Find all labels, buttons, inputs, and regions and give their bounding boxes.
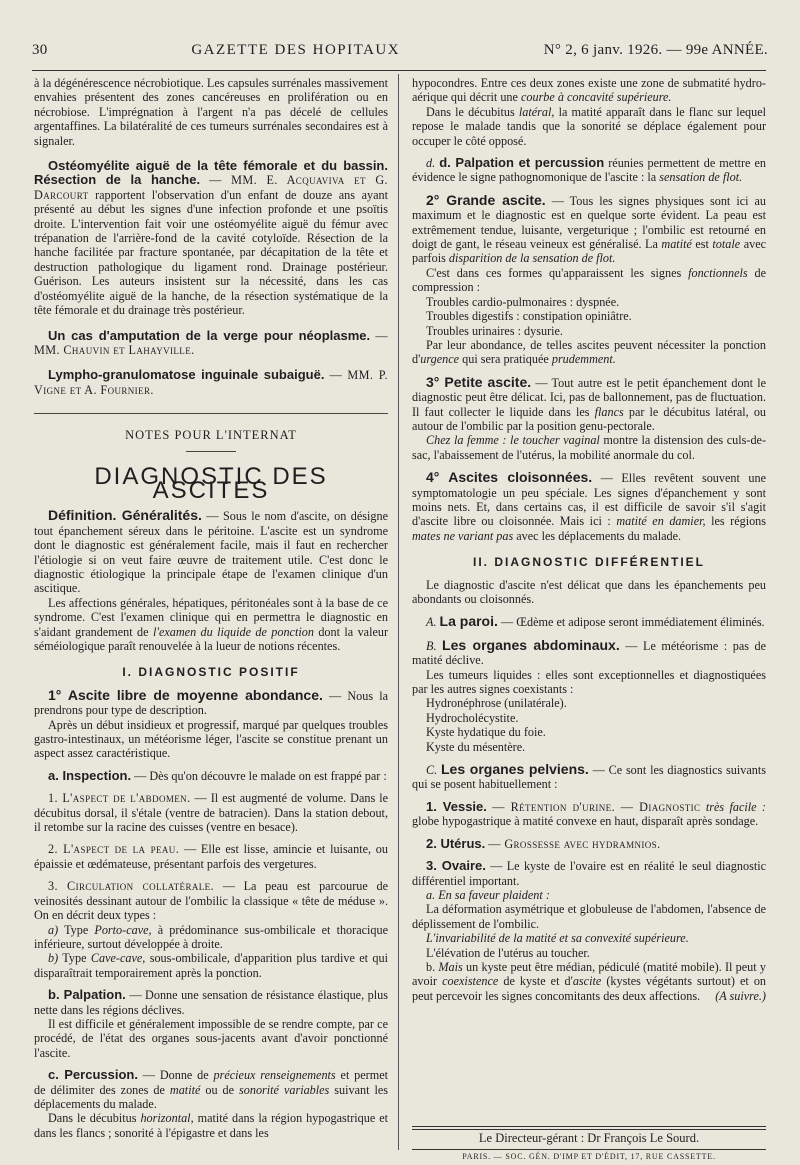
petite-title: 3° Petite ascite. bbox=[426, 373, 532, 390]
petite2-text: montre la distension des culs-de-sac, l'abaissement de l'utérus, la mobilité anormale du col. bbox=[412, 433, 767, 462]
right-column bbox=[412, 76, 766, 1003]
g3-italic-1: urgence bbox=[420, 352, 460, 367]
C3b-text-3: (kystes végétants surtout) et on peut percevoir les signes concomitants des deux affections. bbox=[412, 974, 767, 1003]
petite2-italic: Chez la femme : le toucher vaginal bbox=[426, 433, 600, 448]
left-column bbox=[34, 76, 388, 1140]
perc-italic-2: matité bbox=[169, 1082, 201, 1097]
osteo-paragraph bbox=[34, 159, 388, 317]
lat-text-b: la matité apparaît dans le flanc sur lequel repose le malade tandis que la sonorité se déplace également pour occuper le côté opposé. bbox=[412, 104, 767, 148]
g2-text-b: de compression : bbox=[412, 265, 767, 295]
cloison-italic-1: matité en damier, bbox=[616, 514, 706, 529]
printer-line: PARIS. — SOC. GÉN. D'IMP ET D'ÉDIT, 17, RUE CASSETTE. bbox=[462, 1152, 716, 1161]
B-item: Kyste hydatique du foie. bbox=[426, 725, 546, 740]
lateral-paragraph bbox=[412, 105, 766, 148]
perc-italic-3: sonorité variables bbox=[239, 1082, 330, 1097]
grande-italic-3: disparition de la sensation de flot. bbox=[448, 251, 616, 266]
inspection-title: a. Inspection. bbox=[48, 767, 132, 783]
footer-rule bbox=[412, 1129, 766, 1130]
A-text: — Œdème et adipose seront immédiatement éliminés. bbox=[500, 615, 765, 630]
B-paragraph bbox=[412, 638, 766, 668]
C3-label: 3. Ovaire. bbox=[426, 858, 486, 874]
definition-title: Définition. Généralités. bbox=[48, 507, 202, 524]
percussion-title: c. Percussion. bbox=[48, 1067, 138, 1083]
footer-rule bbox=[412, 1149, 766, 1150]
insp3-text: — La peau est parcourue de veinosités dessinant autour de l'ombilic la classique « tête de méduse ». On en décrit deux types : bbox=[34, 879, 388, 923]
footer-rule bbox=[412, 1126, 766, 1127]
cloison-paragraph bbox=[412, 470, 766, 543]
C3b-italic-2: coexistence bbox=[442, 974, 499, 989]
perc-text-c: ou de bbox=[205, 1082, 235, 1097]
insp2-paragraph bbox=[34, 842, 388, 871]
type-a-name: Porto-cave, bbox=[94, 922, 152, 937]
petite-italic: flancs bbox=[594, 404, 624, 419]
insp1-label: 1. L'aspect de l'abdomen. bbox=[48, 791, 191, 806]
article-title: DIAGNOSTIC DES ASCITES bbox=[94, 462, 328, 504]
g3-italic-2: prudemment. bbox=[551, 352, 616, 367]
s1-paragraph bbox=[34, 688, 388, 718]
perc-text-b: et permet de délimiter des zones de bbox=[34, 1068, 389, 1097]
a-suivre: (A suivre.) bbox=[715, 988, 766, 1003]
grande-text-2: est bbox=[695, 237, 709, 252]
C1-text-b: globe hypogastrique à matité convexe en haut, disparaît après sondage. bbox=[412, 814, 759, 829]
s1-paragraph-2: Après un début insidieux et progressif, marqué par quelques troubles gastro-intestinaux, un météorisme léger, l'ascite se constitue prenant un aspect assez caractéristique. bbox=[34, 717, 388, 761]
type-b-text: sous-ombilicale, d'apparition plus tardive et qui disparaîtrait temporairement après la ponction. bbox=[34, 951, 388, 980]
petite-text: — Tout autre est le petit épanchement dont le diagnostic peut être délicat. Ici, pas de ballonnement, pas de fluctuation. Il faut collecter le liquide dans les bbox=[412, 375, 766, 419]
lat-text-a: Dans le décubitus bbox=[426, 104, 515, 119]
notes-small-rule bbox=[186, 451, 236, 452]
d-italic: sensation de flot. bbox=[659, 170, 743, 185]
perc2-text-a: Dans le décubitus bbox=[48, 1111, 137, 1126]
C3a-text: La déformation asymétrique et globuleuse de l'abdomen, l'absence de déplissement de l'ombilic. bbox=[412, 902, 766, 931]
lympho-authors: — MM. P. Vigne et A. Fournier. bbox=[34, 368, 388, 397]
C1-paragraph bbox=[412, 800, 766, 829]
amput-paragraph bbox=[34, 329, 388, 358]
trouble-item: Troubles urinaires : dysurie. bbox=[426, 323, 563, 338]
C3b-label: b. bbox=[426, 959, 436, 974]
grande-title: 2° Grande ascite. bbox=[426, 191, 546, 208]
s1-title: 1° Ascite libre de moyenne abondance. bbox=[48, 686, 323, 703]
palpation-paragraph-2: Il est difficile et généralement impossible de se rendre compte, par ce procédé, de l'état des organes sous-jacents avant d'avoir ponctionné l'ascite. bbox=[34, 1016, 388, 1060]
B-item: Hydronéphrose (unilatérale). bbox=[426, 696, 567, 711]
trouble-item: Troubles cardio-pulmonaires : dyspnée. bbox=[426, 294, 620, 309]
C3a-italic-2: L'invariabilité de la matité et sa convexité supérieure. bbox=[426, 931, 689, 946]
perc-italic-1: précieux renseignements bbox=[213, 1068, 336, 1083]
insp1-text: — Il est augmenté de volume. Dans le décubitus dorsal, il s'étale (ventre de batracien). Dans la station debout, il retombe sur la racine des cuisses (ventre en besace). bbox=[34, 791, 389, 835]
section-heading-differentiel: II. DIAGNOSTIC DIFFÉRENTIEL bbox=[472, 555, 705, 570]
page-header bbox=[32, 42, 768, 66]
C3a-heading bbox=[412, 888, 766, 902]
palpation-title: b. Palpation. bbox=[48, 987, 126, 1003]
cloison-text-3: avec les déplacements du malade. bbox=[516, 528, 682, 543]
def2-text-a: Les affections générales, hépatiques, péritonéales sont à la base de ce syndrome. C'est l'examen clinique qui en permettra le diagnostic en s'aidant grandement de bbox=[34, 595, 388, 639]
type-b-prefix: b) bbox=[48, 951, 59, 966]
type-a-text: à prédominance sus-ombilicale et thoracique inférieure, surtout développée à droite. bbox=[34, 922, 388, 951]
s1-text: — Nous la prendrons pour type de description. bbox=[34, 688, 389, 718]
d-title: d. Palpation et percussion bbox=[439, 155, 605, 171]
definition-text: — Sous le nom d'ascite, on désigne tout épanchement séreux dans le péritoine. L'ascite est un syndrome dont le diagnostic est généralement facile, mais il faut en rechercher l'étiologie si on veut faire œuvre de traitement utile. C'est donc le diagnostic étiologique la principale étape de l'examen clinique d'un ascitique. bbox=[34, 509, 389, 596]
perc-text-a: — Donne de bbox=[142, 1068, 209, 1083]
grande-italic-1: matité bbox=[661, 237, 692, 252]
d-paragraph: d. d. Palpation et percussion réunies permettent de mettre en évidence le signe pathognomonique de l'ascite : la sensation de flot. bbox=[412, 155, 767, 185]
amput-title: Un cas d'amputation de la verge pour néoplasme. bbox=[48, 327, 371, 343]
A-paragraph bbox=[412, 614, 766, 629]
percussion-paragraph bbox=[34, 1068, 388, 1111]
journal-title: GAZETTE DES HOPITAUX bbox=[191, 42, 401, 58]
grande-paragraph-2 bbox=[412, 266, 766, 295]
C-label: C. bbox=[426, 763, 438, 778]
section-heading-positif: I. DIAGNOSTIC POSITIF bbox=[122, 665, 300, 680]
B-paragraph-2: Les tumeurs liquides : elles sont exceptionnelles et diagnostiquées par les autres signes coexistants : bbox=[412, 667, 766, 697]
trouble-item: Troubles digestifs : constipation opiniâtre. bbox=[426, 309, 632, 324]
C-title: Les organes pelviens. bbox=[441, 761, 589, 778]
A-title: La paroi. bbox=[439, 613, 498, 630]
grande-text-3: avec parfois bbox=[412, 237, 767, 266]
C3b-text-2: de kyste et d' bbox=[503, 974, 573, 989]
insp2-label: 2. L'aspect de la peau. bbox=[48, 842, 180, 857]
C1-label: 1. Vessie. bbox=[426, 798, 487, 814]
type-a-paragraph: a) Type Porto-cave, à prédominance sus-ombilicale et thoracique inférieure, surtout développée à droite. bbox=[34, 922, 388, 951]
C3a-text-2: L'élévation de l'utérus au toucher. bbox=[426, 945, 590, 960]
B-item: Hydrocholécystite. bbox=[426, 710, 519, 725]
page-number: 30 bbox=[32, 42, 48, 58]
B-item: Kyste du mésentère. bbox=[426, 739, 526, 754]
cloison-title: 4° Ascites cloisonnées. bbox=[426, 469, 593, 486]
issue-info: N° 2, 6 janv. 1926. — 99e ANNÉE. bbox=[543, 42, 768, 58]
C-paragraph bbox=[412, 762, 766, 792]
C1-text-a: — Rétention d'urine. — Diagnostic bbox=[492, 799, 701, 814]
type-b-paragraph: b) Type Cave-cave, sous-ombilicale, d'apparition plus tardive et qui disparaîtrait temporairement après la ponction. bbox=[34, 951, 388, 980]
section-rule bbox=[34, 413, 388, 414]
type-a-prefix: a) bbox=[48, 922, 59, 937]
C3-paragraph bbox=[412, 859, 766, 888]
grande-paragraph-3 bbox=[412, 338, 766, 367]
lat-italic: latéral, bbox=[518, 104, 555, 119]
definition-paragraph bbox=[34, 508, 388, 595]
osteo-text: rapportent l'observation d'un enfant de douze ans ayant présenté au début les signes d'une infection profonde et une psoïtis droite. L'intervention fait voir une ostéomyélite aiguë du fémur avec trépanation de l'arrière-fond de la cavité cotyloïde. Résection de la hanche facilitée par fracture spontanée, par décapitation de la tête et destruction pathologique du ligament rond. Drainage postérieur. Guérison. Les auteurs insistent sur la nécessité, dans les cas d'ostéomyélite aiguë de la hanche, de la résection systématique de la tête fémorale et du drainage très postérieur. bbox=[34, 187, 388, 318]
C2-paragraph bbox=[412, 837, 766, 851]
continued-paragraph bbox=[412, 76, 766, 105]
osteo-title: Ostéomyélite aiguë de la tête fémorale et du bassin. Résection de la hanche. bbox=[34, 158, 388, 188]
header-rule bbox=[32, 70, 766, 71]
C3b-italic-3: ascite bbox=[572, 974, 602, 989]
insp3-label: 3. Circulation collatérale. bbox=[48, 879, 214, 894]
definition-paragraph-2 bbox=[34, 596, 388, 654]
grande-italic-2: totale bbox=[712, 237, 741, 252]
B-label: B. bbox=[426, 638, 437, 653]
lympho-paragraph bbox=[34, 368, 388, 397]
inspection-paragraph bbox=[34, 769, 388, 783]
perc2-italic: horizontal, bbox=[140, 1111, 194, 1126]
petite-paragraph-2 bbox=[412, 433, 766, 462]
B-title: Les organes abdominaux. bbox=[442, 636, 620, 653]
g2-italic: fonctionnels bbox=[688, 265, 748, 280]
grande-paragraph bbox=[412, 193, 766, 266]
inspection-text: — Dès qu'on découvre le malade on est frappé par : bbox=[134, 768, 387, 783]
def2-text-b: dont la valeur séméiologique paraît renouvelée à la lueur de notions récentes. bbox=[34, 624, 389, 653]
insp2-text: — Elle est lisse, amincie et luisante, ou épaissie et œdémateuse, présentant parfois des vergetures. bbox=[34, 842, 388, 871]
C3b-text: un kyste peut être médian, pédiculé (matité mobile). Il peut y avoir bbox=[412, 959, 767, 989]
cloison-text: — Elles revêtent souvent une symptomatologie un peu spéciale. Les signes d'épanchement y sont moins nets. Et, dans certains cas, il est difficile de savoir s'il s'agit d'ascite libre ou cloisonnée. Mais ici : bbox=[412, 471, 766, 529]
insp1-paragraph bbox=[34, 791, 388, 834]
percussion-paragraph-2 bbox=[34, 1111, 388, 1140]
osteo-authors: — MM. E. Acquaviva et G. Darcourt bbox=[34, 173, 388, 202]
director-signature: Le Directeur-gérant : Dr François Le Sourd. bbox=[478, 1131, 700, 1145]
intro-paragraph: à la dégénérescence nécrobiotique. Les capsules surrénales massivement envahies présentent des zones cancéreuses en prolifération ou en nécrobiose. L'imprégnation à l'argent n'a pas décelé de cellules argentaffines. La bilatéralité de ces tumeurs surrénales secondaires est à signaler. bbox=[34, 76, 388, 148]
s2-intro: Le diagnostic d'ascite n'est délicat que dans les épanchements peu abondants ou cloisonnés. bbox=[412, 577, 766, 606]
grande-text: — Tous les signes physiques sont ici au maximum et le diagnostic est en quelque sorte évident. La peau est extrêmement tendue, luisante, vergeturique ; l'ombilic est retourné en doigt de gant, le réseau veineux est généralisé. La bbox=[412, 193, 767, 252]
palpation-paragraph bbox=[34, 988, 388, 1017]
lympho-title: Lympho-granulomatose inguinale subaiguë. bbox=[48, 367, 325, 383]
A-label: A. bbox=[426, 615, 437, 630]
C3a-italic-line bbox=[412, 931, 766, 945]
cont-text: hypocondres. Entre ces deux zones existe une zone de submatité hydro-aérique qui décrit une bbox=[412, 76, 766, 105]
cloison-italic-2: mates ne variant pas bbox=[412, 528, 514, 543]
petite-text-2: par le décubitus latéral, ou autour de l'ombilic par la position genu-pectorale. bbox=[412, 404, 767, 433]
C3b-paragraph bbox=[412, 960, 766, 1003]
amput-authors: — MM. Chauvin et Lahayville. bbox=[34, 328, 388, 357]
insp3-paragraph bbox=[34, 879, 388, 922]
cont-italic: courbe à concavité supérieure. bbox=[520, 90, 672, 105]
perc-text-d: suivant les déplacements du malade. bbox=[34, 1082, 389, 1111]
C3b-italic: Mais bbox=[438, 959, 463, 974]
C2-label: 2. Utérus. bbox=[426, 835, 486, 851]
g3-text-a: Par leur abondance, de telles ascites peuvent nécessiter la ponction d' bbox=[412, 337, 766, 367]
g2-text-a: C'est dans ces formes qu'apparaissent les signes bbox=[426, 265, 682, 280]
d-text: réunies permettent de mettre en évidence le signe pathognomonique de l'ascite : la bbox=[412, 156, 767, 185]
g3-text-b: qui sera pratiquée bbox=[462, 352, 549, 367]
C-text: — Ce sont les diagnostics suivants qui se posent habituellement : bbox=[412, 763, 766, 792]
def2-italic: l'examen du liquide de ponction bbox=[152, 624, 314, 639]
palpation-text: — Donne une sensation de résistance élastique, plus nette dans les régions déclives. bbox=[34, 988, 388, 1017]
C3a-italic: a. En sa faveur plaident : bbox=[426, 887, 550, 902]
notes-title: NOTES POUR L'INTERNAT bbox=[125, 428, 297, 443]
type-b-name: Cave-cave, bbox=[90, 951, 146, 966]
petite-paragraph bbox=[412, 375, 766, 434]
C2-text: — Grossesse avec hydramnios. bbox=[488, 836, 661, 851]
B-text: — Le météorisme : pas de matité déclive. bbox=[412, 638, 767, 668]
C1-italic: très facile : bbox=[705, 799, 766, 814]
column-divider bbox=[398, 74, 399, 1150]
C3-text: — Le kyste de l'ovaire est en réalité le seul diagnostic différentiel important. bbox=[412, 859, 767, 888]
perc2-text-b: matité dans la région hypogastrique et dans les flancs ; sonorité à l'épigastre et dans les bbox=[34, 1111, 388, 1140]
cloison-text-2: les régions bbox=[711, 514, 767, 529]
